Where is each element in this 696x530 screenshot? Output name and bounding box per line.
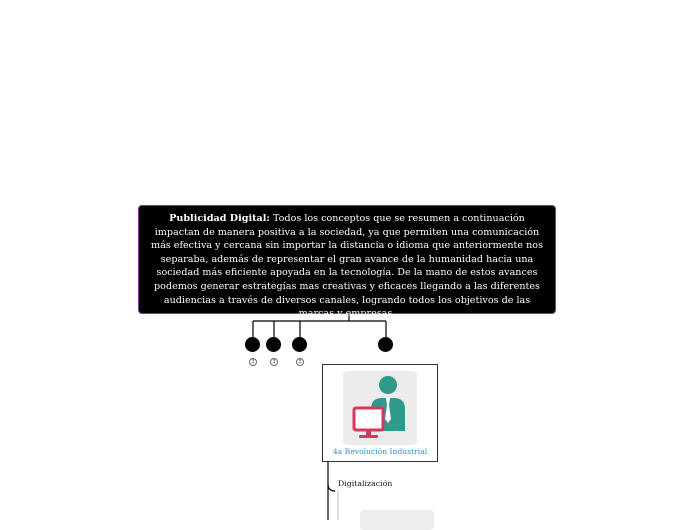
- image-topic-label: 4a Revolución Industrial: [332, 447, 428, 456]
- main-topic-title: Publicidad Digital:: [169, 213, 270, 224]
- next-image-tile[interactable]: [360, 510, 434, 530]
- collapsed-count-badge-2[interactable]: 3: [270, 358, 278, 366]
- branch-label-digitalizacion[interactable]: Digitalización: [338, 479, 393, 488]
- collapsed-count-badge-1[interactable]: 3: [249, 358, 257, 366]
- subtopic-node-3[interactable]: [292, 337, 307, 352]
- person-with-computer-icon: [343, 371, 417, 445]
- main-topic-node[interactable]: [138, 205, 556, 320]
- subtopic-node-4[interactable]: [378, 337, 393, 352]
- main-topic-text: Todos los conceptos que se resumen a continuación impactan de manera positiva a la sociedad, ya que permiten una comunicación más efectiva y cercana sin importar la distancia o idioma que anteriormente nos separaba, además de representar el gran avance de la humanidad hacia una sociedad más eficiente apoyada en la tecnología. De la mano de estos avances podemos generar estrategías mas creativas y eficaces llegando a las diferentes audiencias a través de diversos canales, logrando todos los objetivos de las marcas y empresas.: [150, 213, 544, 320]
- collapsed-count-badge-3[interactable]: 3: [296, 358, 304, 366]
- subtopic-node-1[interactable]: [245, 337, 260, 352]
- image-topic-node[interactable]: [322, 364, 438, 462]
- subtopic-node-2[interactable]: [266, 337, 281, 352]
